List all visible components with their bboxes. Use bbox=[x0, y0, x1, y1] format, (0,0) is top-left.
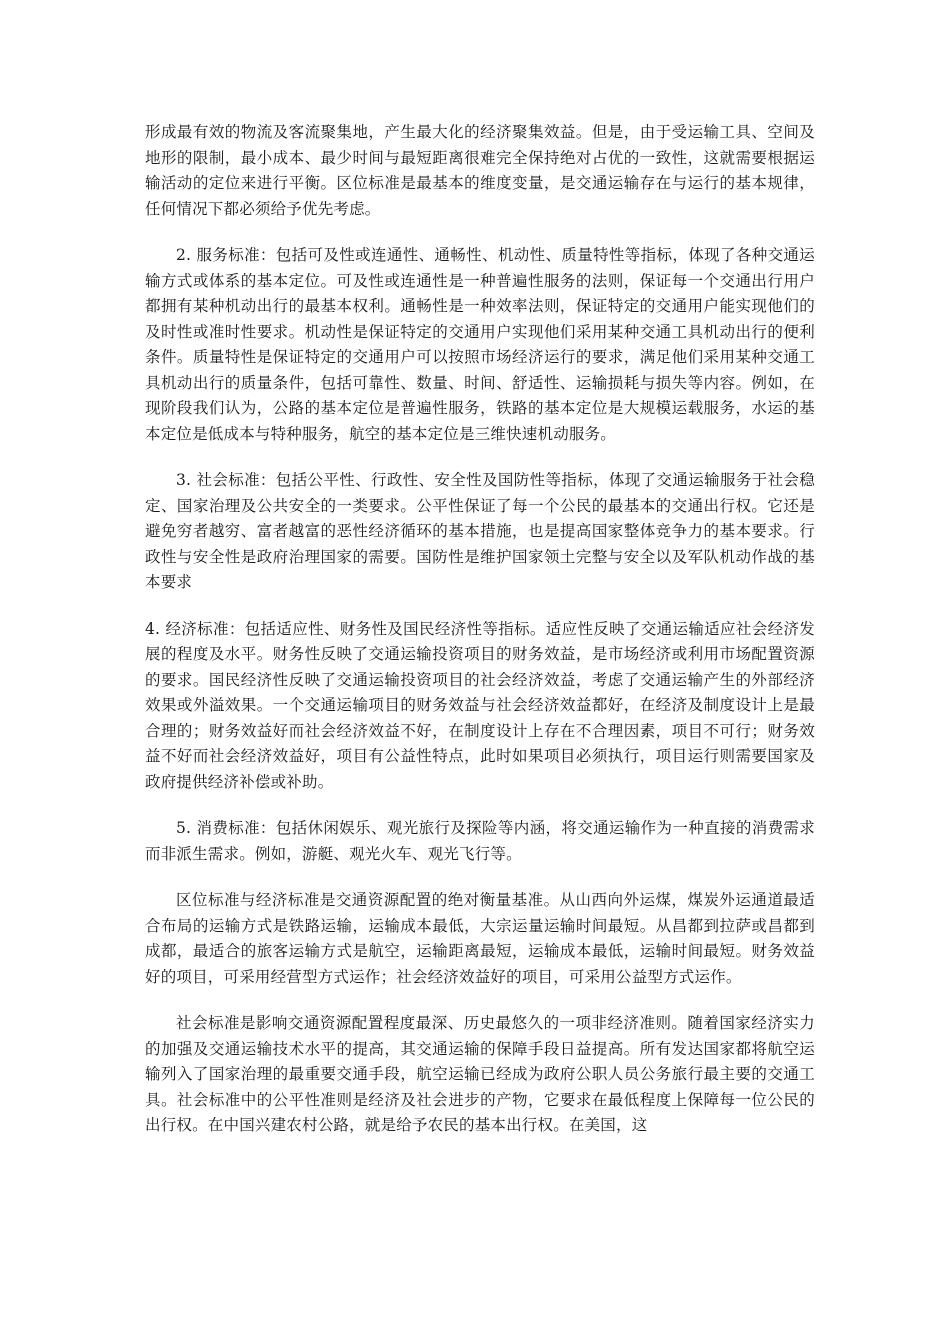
paragraph-6: 区位标准与经济标准是交通资源配置的绝对衡量基准。从山西向外运煤，煤炭外运通道最适合布局的运输方式是铁路运输，运输成本最低，大宗运量运输时间最短。从昌都到拉萨或昌都到成都，最适合的旅客运输方式是航空，运输距离最短，运输成本最低，运输时间最短。财务效益好的项目，可采用经营型方式运作；社会经济效益好的项目，可采用公益型方式运作。 bbox=[145, 891, 815, 986]
paragraph-4: 4. 经济标准：包括适应性、财务性及国民经济性等指标。适应性反映了交通运输适应社会经济发展的程度及水平。财务性反映了交通运输投资项目的财务效益，是市场经济或利用市场配置资源的要求。国民经济性反映了交通运输投资项目的社会经济效益，考虑了交通运输产生的外部经济效果或外溢效果。一个交通运输项目的财务效益与社会经济效益都好，在经济及制度设计上是最合理的；财务效益好而社会经济效益不好，在制度设计上存在不合理因素，项目不可行；财务效益不好而社会经济效益好，项目有公益性特点，此时如果项目必须执行，项目运行则需要国家及政府提供经济补偿或补助。 bbox=[145, 619, 815, 791]
paragraph-3: 3. 社会标准：包括公平性、行政性、安全性及国防性等指标，体现了交通运输服务于社会稳定、国家治理及公共安全的一类要求。公平性保证了每一个公民的最基本的交通出行权。它还是避免穷者越穷、富者越富的恶性经济循环的基本措施，也是提高国家整体竞争力的基本要求。行政性与安全性是政府治理国家的需要。国防性是维护国家领土完整与安全以及军队机动作战的基本要求 bbox=[145, 471, 815, 591]
document-body bbox=[145, 120, 815, 1160]
paragraph-7: 社会标准是影响交通资源配置程度最深、历史最悠久的一项非经济准则。随着国家经济实力的加强及交通运输技术水平的提高，其交通运输的保障手段日益提高。所有发达国家都将航空运输列入了国家治理的最重要交通手段，航空运输已经成为政府公职人员公务旅行最主要的交通工具。社会标准中的公平性准则是经济及社会进步的产物，它要求在最低程度上保障每一位公民的出行权。在中国兴建农村公路，就是给予农民的基本出行权。在美国，这 bbox=[145, 1014, 815, 1134]
paragraph-2: 2. 服务标准：包括可及性或连通性、通畅性、机动性、质量特性等指标，体现了各种交通运输方式或体系的基本定位。可及性或连通性是一种普遍性服务的法则，保证每一个交通出行用户都拥有某种机动出行的最基本权利。通畅性是一种效率法则，保证特定的交通用户能实现他们的及时性或准时性要求。机动性是保证特定的交通用户实现他们采用某种交通工具机动出行的便利条件。质量特性是保证特定的交通用户可以按照市场经济运行的要求，满足他们采用某种交通工具机动出行的质量条件，包括可靠性、数量、时间、舒适性、运输损耗与损失等内容。例如，在现阶段我们认为，公路的基本定位是普遍性服务，铁路的基本定位是大规模运载服务，水运的基本定位是低成本与特种服务，航空的基本定位是三维快速机动服务。 bbox=[145, 246, 815, 443]
paragraph-5: 5. 消费标准：包括休闲娱乐、观光旅行及探险等内涵，将交通运输作为一种直接的消费需求而非派生需求。例如，游艇、观光火车、观光飞行等。 bbox=[145, 819, 815, 863]
paragraph-1: 形成最有效的物流及客流聚集地，产生最大化的经济聚集效益。但是，由于受运输工具、空间及地形的限制，最小成本、最少时间与最短距离很难完全保持绝对占优的一致性，这就需要根据运输活动的定位来进行平衡。区位标准是最基本的维度变量，是交通运输存在与运行的基本规律，任何情况下都必须给予优先考虑。 bbox=[145, 123, 815, 218]
